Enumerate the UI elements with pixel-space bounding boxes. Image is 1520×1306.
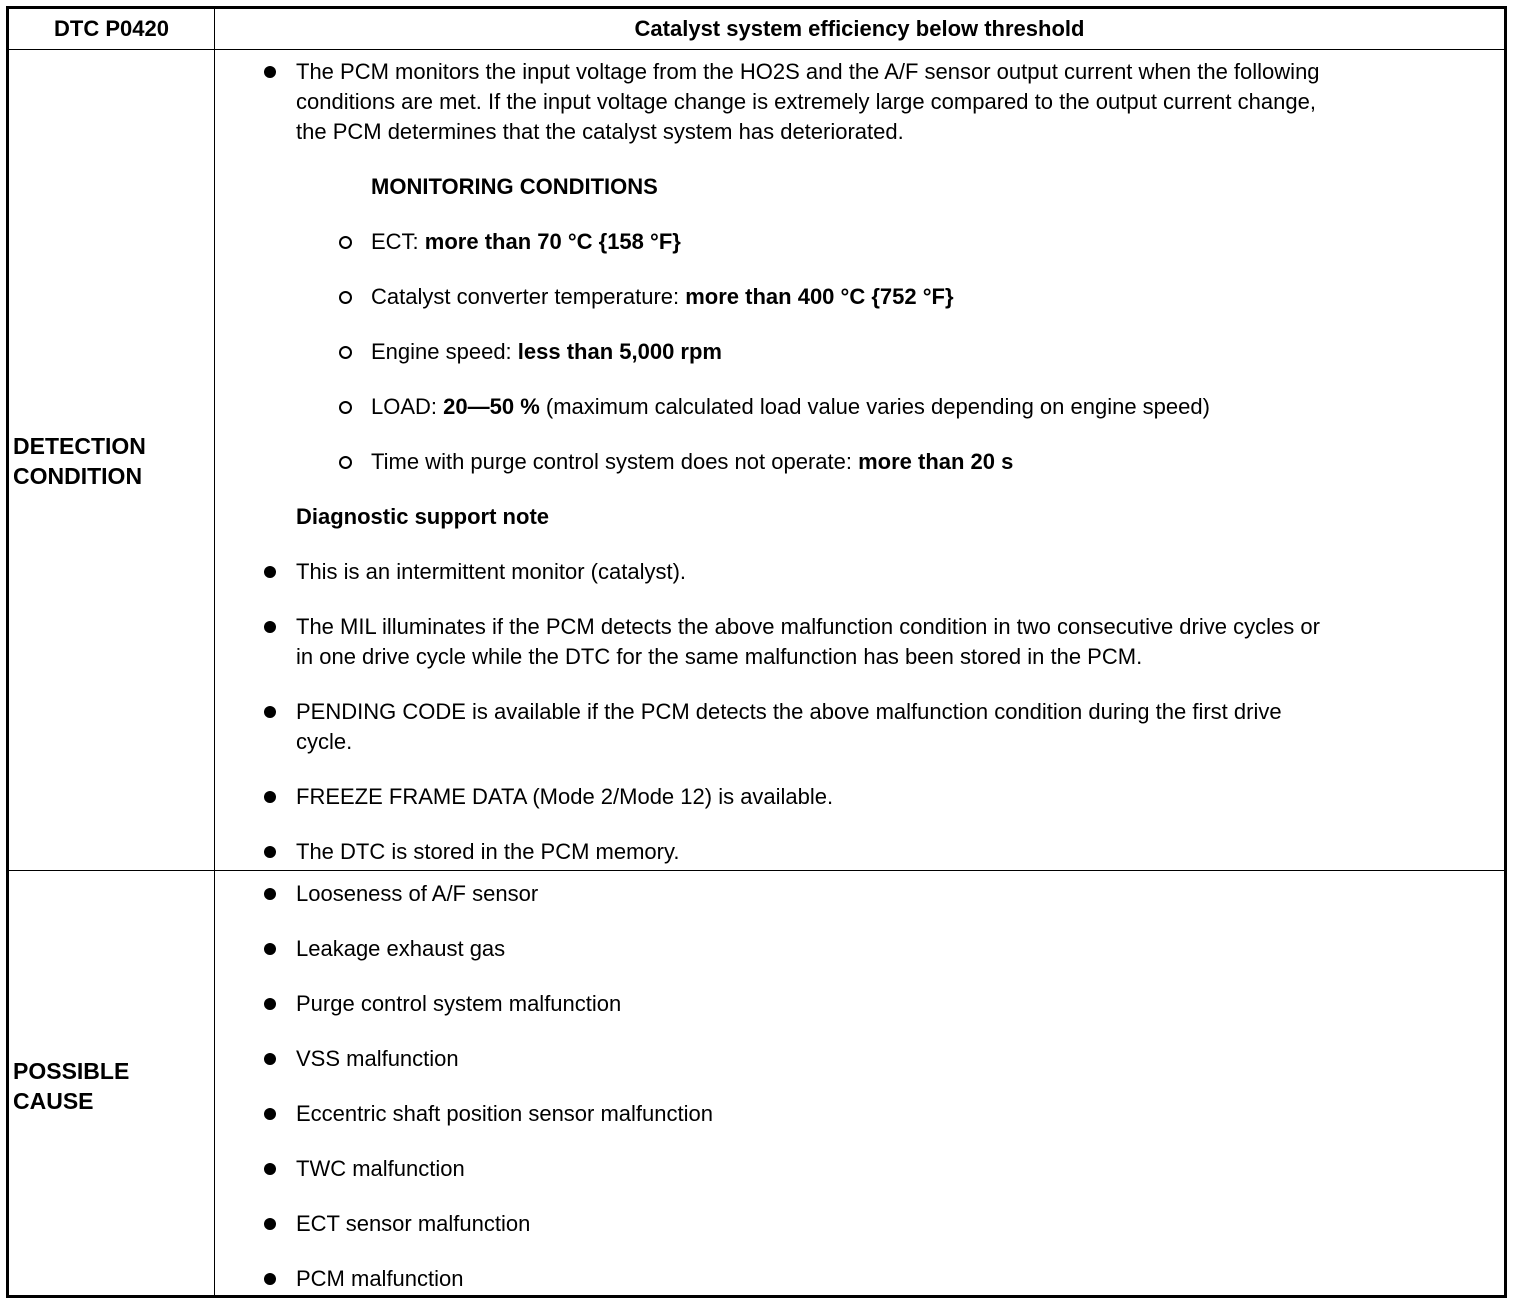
bullet-icon — [264, 998, 276, 1010]
bullet-icon — [264, 706, 276, 718]
note-text: This is an intermittent monitor (catalyst). — [296, 559, 687, 584]
cause-text: PCM malfunction — [296, 1266, 464, 1291]
circle-bullet-icon — [339, 401, 352, 414]
bullet-icon — [264, 1053, 276, 1065]
circle-bullet-icon — [339, 236, 352, 249]
condition-label: Catalyst converter temperature: — [371, 284, 686, 309]
bullet-icon — [264, 621, 276, 633]
cause-text: Looseness of A/F sensor — [296, 881, 539, 906]
cause-label-line2: CAUSE — [13, 1088, 94, 1114]
bullet-icon — [264, 1108, 276, 1120]
cause-text: Purge control system malfunction — [296, 991, 622, 1016]
intro-line: The PCM monitors the input voltage from the HO2S and the A/F sensor output current when the following — [296, 59, 1320, 84]
detection-label-line1: DETECTION — [13, 433, 146, 459]
possible-cause-content — [215, 871, 1504, 1295]
condition-value: 20—50 % — [443, 394, 540, 419]
cause-label-line1: POSSIBLE — [13, 1058, 130, 1084]
bullet-icon — [264, 66, 276, 78]
note-text: The MIL illuminates if the PCM detects the above malfunction condition in two consecutive drive cycles or — [296, 614, 1320, 639]
cause-text: VSS malfunction — [296, 1046, 459, 1071]
cause-text: TWC malfunction — [296, 1156, 465, 1181]
dtc-code-header: DTC P0420 — [54, 16, 169, 41]
bullet-icon — [264, 1218, 276, 1230]
condition-label: Time with purge control system does not operate: — [371, 449, 859, 474]
intro-line: conditions are met. If the input voltage change is extremely large compared to the output current change, — [296, 89, 1316, 114]
bullet-icon — [264, 791, 276, 803]
circle-bullet-icon — [339, 456, 352, 469]
cause-text: Leakage exhaust gas — [296, 936, 506, 961]
monitoring-heading: MONITORING CONDITIONS — [371, 174, 658, 199]
cause-text: Eccentric shaft position sensor malfunction — [296, 1101, 713, 1126]
detection-condition-label — [13, 431, 146, 491]
dtc-table — [6, 6, 1507, 1298]
bullet-icon — [264, 1163, 276, 1175]
note-text: PENDING CODE is available if the PCM detects the above malfunction condition during the first drive — [296, 699, 1282, 724]
intro-line: the PCM determines that the catalyst system has deteriorated. — [296, 119, 904, 144]
bullet-icon — [264, 943, 276, 955]
detection-content — [215, 9, 1504, 870]
bullet-icon — [264, 888, 276, 900]
condition-value: more than 400 °C {752 °F} — [685, 284, 954, 309]
note-text: The DTC is stored in the PCM memory. — [296, 839, 680, 864]
dtc-title-header: Catalyst system efficiency below threshold — [634, 16, 1085, 41]
condition-value: more than 20 s — [858, 449, 1014, 474]
note-text: in one drive cycle while the DTC for the same malfunction has been stored in the PCM. — [296, 644, 1143, 669]
possible-cause-label — [13, 1056, 129, 1116]
condition-label: ECT: — [371, 229, 425, 254]
bullet-icon — [264, 846, 276, 858]
bullet-icon — [264, 1273, 276, 1285]
circle-bullet-icon — [339, 291, 352, 304]
bullet-icon — [264, 566, 276, 578]
circle-bullet-icon — [339, 346, 352, 359]
detection-label-line2: CONDITION — [13, 463, 143, 489]
condition-suffix: (maximum calculated load value varies depending on engine speed) — [539, 394, 1210, 419]
condition-value: less than 5,000 rpm — [517, 339, 722, 364]
condition-value: more than 70 °C {158 °F} — [424, 229, 681, 254]
cause-text: ECT sensor malfunction — [296, 1211, 531, 1236]
note-text: FREEZE FRAME DATA (Mode 2/Mode 12) is available. — [296, 784, 834, 809]
condition-label: Engine speed: — [371, 339, 518, 364]
condition-label: LOAD: — [371, 394, 444, 419]
support-heading: Diagnostic support note — [296, 504, 549, 529]
note-text: cycle. — [296, 729, 353, 754]
